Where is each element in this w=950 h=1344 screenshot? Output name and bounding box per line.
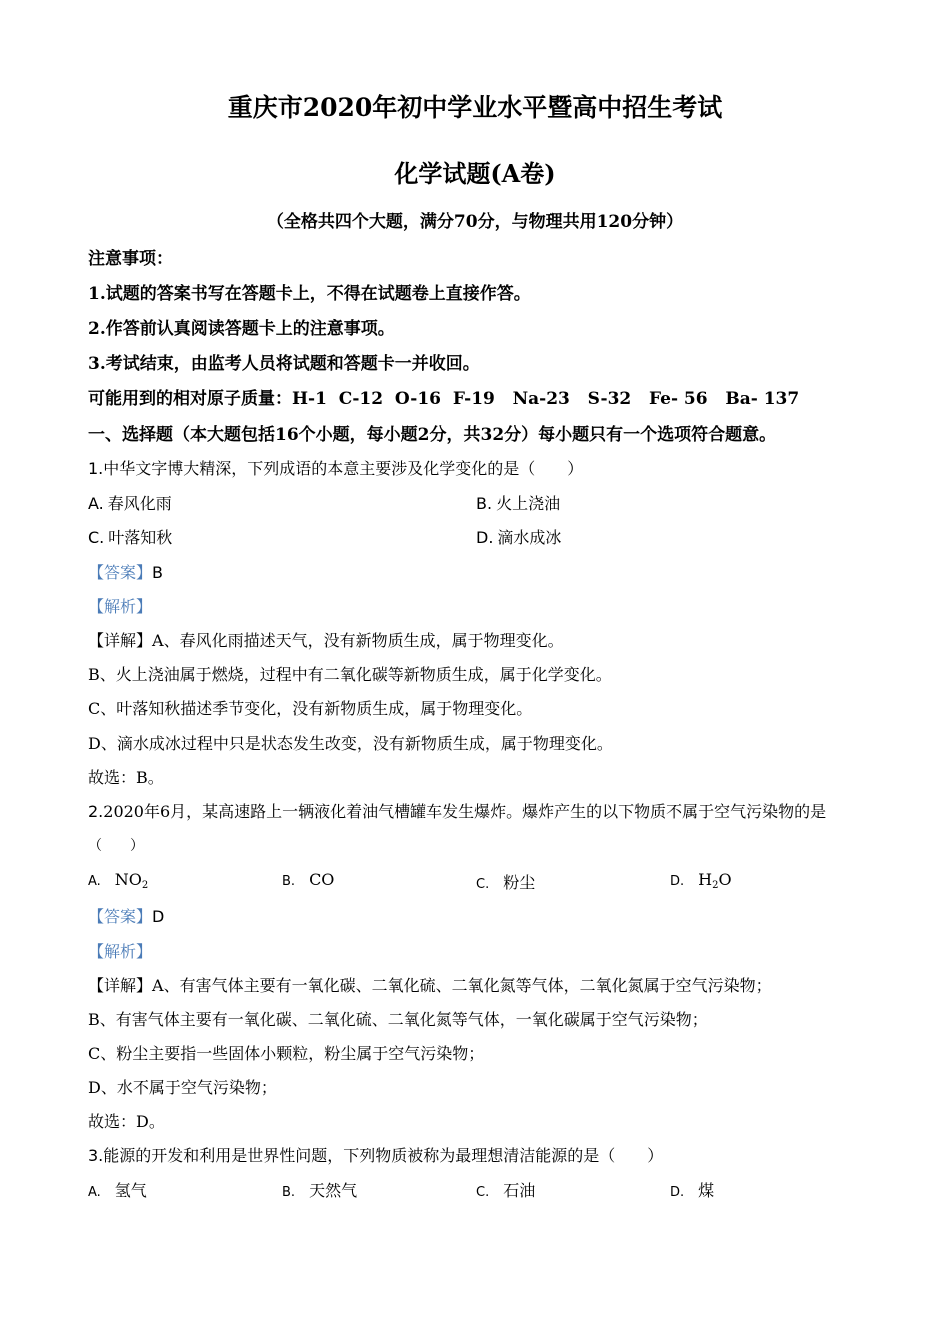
option-text: 氢气 bbox=[114, 1181, 147, 1200]
q1-option-a bbox=[88, 491, 172, 514]
option-subscript: 2 bbox=[141, 880, 149, 891]
q1-answer bbox=[88, 560, 163, 583]
notice-heading: 注意事项： bbox=[88, 249, 173, 269]
question-3 bbox=[88, 1143, 663, 1166]
q3-option-a bbox=[88, 1178, 147, 1201]
q1-detail-3: C、叶落知秋描述季节变化，没有新物质生成，属于物理变化。 bbox=[88, 699, 533, 718]
option-text: 煤 bbox=[698, 1181, 715, 1200]
q2-option-b bbox=[282, 870, 334, 889]
question-stem: 中华文字博大精深，下列成语的本意主要涉及化学变化的是（ ） bbox=[103, 459, 584, 478]
option-letter: D. bbox=[670, 1185, 685, 1200]
option-letter: B. bbox=[476, 494, 493, 513]
notice-item-3: 3.考试结束，由监考人员将试题和答题卡一并收回。 bbox=[88, 354, 480, 374]
option-letter: C. bbox=[476, 877, 490, 892]
notice-item-1: 1.试题的答案书写在答题卡上，不得在试题卷上直接作答。 bbox=[88, 284, 531, 304]
detail-text: A、有害气体主要有一氧化碳、二氧化硫、二氧化氮等气体，二氧化氮属于空气污染物； bbox=[152, 976, 772, 995]
exam-note: （全格共四个大题，满分70分，与物理共用120分钟） bbox=[266, 212, 684, 232]
option-text-tail: O bbox=[718, 870, 732, 889]
question-1 bbox=[88, 456, 583, 479]
q2-stem-cont: （ ） bbox=[88, 838, 144, 854]
option-letter: B. bbox=[282, 1185, 296, 1200]
answer-value: B bbox=[152, 563, 163, 582]
q2-option-d bbox=[670, 870, 732, 891]
q1-conclusion: 故选：B。 bbox=[88, 768, 164, 787]
question-number: 2. bbox=[88, 802, 104, 821]
option-text: 天然气 bbox=[309, 1181, 358, 1200]
section-heading: 一、选择题（本大题包括16个小题，每小题2分，共32分）每小题只有一个选项符合题意。 bbox=[88, 425, 777, 445]
detail-tag: 【详解】 bbox=[88, 631, 153, 650]
q2-analysis-tag: 【解析】 bbox=[88, 942, 153, 961]
option-text: 春风化雨 bbox=[107, 494, 172, 513]
question-stem: 2020年6月，某高速路上一辆液化着油气槽罐车发生爆炸。爆炸产生的以下物质不属于空气污染物的是 bbox=[103, 802, 827, 821]
option-text: H bbox=[698, 870, 713, 889]
option-letter: A. bbox=[88, 1185, 101, 1200]
option-letter: C. bbox=[476, 1185, 490, 1200]
notice-item-2: 2.作答前认真阅读答题卡上的注意事项。 bbox=[88, 319, 395, 339]
q1-detail-1 bbox=[88, 628, 564, 651]
option-letter: A. bbox=[88, 874, 101, 889]
q2-conclusion: 故选：D。 bbox=[88, 1112, 165, 1131]
answer-value: D bbox=[152, 907, 165, 926]
option-letter: A. bbox=[88, 494, 104, 513]
option-text: 叶落知秋 bbox=[108, 528, 173, 547]
option-letter: D. bbox=[670, 874, 685, 889]
q3-option-b bbox=[282, 1178, 357, 1201]
option-text: 滴水成冰 bbox=[497, 528, 562, 547]
q1-detail-4: D、滴水成冰过程中只是状态发生改变，没有新物质生成，属于物理变化。 bbox=[88, 734, 613, 753]
detail-tag: 【详解】 bbox=[88, 976, 153, 995]
question-number: 1. bbox=[88, 459, 104, 478]
option-letter: B. bbox=[282, 874, 296, 889]
option-text: NO bbox=[114, 870, 142, 889]
answer-tag: 【答案】 bbox=[88, 563, 153, 582]
option-letter: C. bbox=[88, 528, 105, 547]
option-subscript: 2 bbox=[712, 880, 719, 891]
option-text: 石油 bbox=[503, 1181, 536, 1200]
q2-option-c bbox=[476, 870, 535, 893]
q1-detail-2: B、火上浇油属于燃烧，过程中有二氧化碳等新物质生成，属于化学变化。 bbox=[88, 665, 612, 684]
q1-option-c bbox=[88, 525, 172, 548]
question-2 bbox=[88, 799, 826, 822]
q1-option-b bbox=[476, 491, 560, 514]
q2-answer bbox=[88, 904, 164, 927]
exam-subtitle: 化学试题(A卷) bbox=[394, 159, 556, 188]
q2-detail-2: B、有害气体主要有一氧化碳、二氧化硫、二氧化氮等气体，一氧化碳属于空气污染物； bbox=[88, 1010, 708, 1029]
question-number: 3. bbox=[88, 1146, 104, 1165]
option-text: 火上浇油 bbox=[496, 494, 561, 513]
q2-detail-3: C、粉尘主要指一些固体小颗粒，粉尘属于空气污染物； bbox=[88, 1044, 485, 1063]
question-stem: 能源的开发和利用是世界性问题，下列物质被称为最理想清洁能源的是（ ） bbox=[103, 1146, 664, 1165]
q2-option-a bbox=[88, 870, 148, 891]
q3-option-d bbox=[670, 1178, 714, 1201]
option-text: CO bbox=[309, 870, 335, 889]
option-letter: D. bbox=[476, 528, 494, 547]
atomic-masses: 可能用到的相对原子质量：H-1 C-12 O-16 F-19 Na-23 S-32 Fe- 56 Ba- 137 bbox=[88, 389, 800, 409]
exam-title: 重庆市2020年初中学业水平暨高中招生考试 bbox=[227, 93, 723, 122]
option-text: 粉尘 bbox=[503, 873, 536, 892]
detail-text: A、春风化雨描述天气，没有新物质生成，属于物理变化。 bbox=[152, 631, 564, 650]
q3-option-c bbox=[476, 1178, 535, 1201]
q2-detail-1 bbox=[88, 973, 772, 996]
q1-analysis-tag: 【解析】 bbox=[88, 597, 153, 616]
q1-option-d bbox=[476, 525, 561, 548]
q2-detail-4: D、水不属于空气污染物； bbox=[88, 1078, 277, 1097]
answer-tag: 【答案】 bbox=[88, 907, 153, 926]
